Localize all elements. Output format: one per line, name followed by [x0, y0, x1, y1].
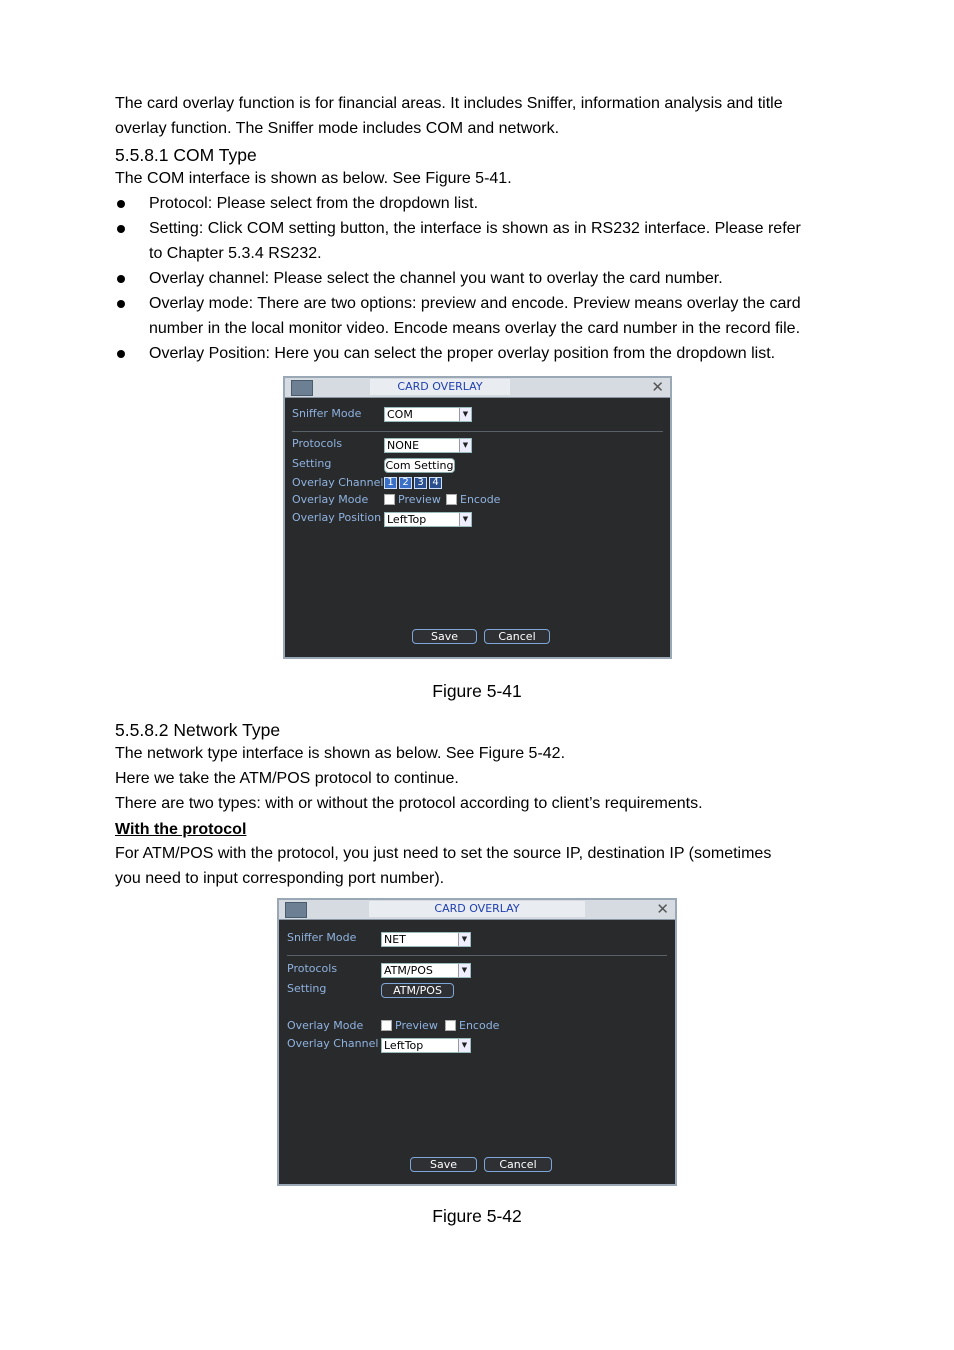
bullet-setting-cont: to Chapter 5.3.4 RS232. [149, 245, 322, 262]
com-setting-button[interactable]: Com Setting [385, 459, 454, 472]
intro-line-1: The card overlay function is for financial areas. It includes Sniffer, information analysis and title [115, 95, 783, 112]
dialog-titlebar [285, 378, 670, 398]
preview-label: Preview [398, 493, 441, 506]
channel-3-toggle[interactable]: 3 [414, 477, 427, 489]
atm-pos-setting-button[interactable]: ATM/POS [381, 983, 454, 998]
card-overlay-dialog-net [277, 898, 677, 1186]
chevron-down-icon: ▼ [458, 1039, 470, 1052]
divider [292, 431, 663, 432]
figure-caption: Figure 5-42 [432, 1206, 522, 1226]
sniffer-mode-select[interactable] [381, 932, 471, 947]
bullet-dot [117, 350, 125, 358]
intro-line-2: overlay function. The Sniffer mode includes COM and network. [115, 120, 560, 137]
app-logo-icon [291, 380, 313, 396]
dialog-titlebar [279, 900, 675, 920]
app-logo-icon [285, 902, 307, 918]
overlay-position-select[interactable] [381, 1038, 471, 1053]
channel-2-toggle[interactable]: 2 [399, 477, 412, 489]
with-protocol-heading: With the protocol [115, 821, 247, 838]
save-button[interactable]: Save [412, 629, 477, 644]
chevron-down-icon: ▼ [459, 439, 471, 452]
protocols-value: ATM/POS [384, 964, 433, 977]
bullet-dot [117, 225, 125, 233]
figure-caption: Figure 5-41 [432, 681, 522, 701]
setting-label: Setting [287, 982, 327, 995]
overlay-position-select[interactable] [384, 512, 472, 527]
overlay-position-value: LeftTop [387, 513, 427, 526]
sniffer-mode-select[interactable] [384, 407, 472, 422]
network-line-3: There are two types: with or without the protocol according to client’s requirements. [115, 795, 703, 812]
bullet-overlay-position: Overlay Position: Here you can select the proper overlay position from the dropdown list. [149, 345, 776, 362]
overlay-mode-label: Overlay Mode [292, 493, 369, 506]
section-heading-com: 5.5.8.1 COM Type [115, 145, 257, 165]
cancel-button[interactable]: Cancel [484, 1157, 552, 1172]
bullet-dot [117, 275, 125, 283]
sniffer-mode-value: COM [387, 408, 413, 421]
close-icon[interactable]: ✕ [656, 900, 669, 918]
com-description: The COM interface is shown as below. See Figure 5-41. [115, 170, 512, 187]
overlay-channel-label: Overlay Channel [292, 476, 384, 489]
bullet-overlay-channel: Overlay channel: Please select the channel you want to overlay the card number. [149, 270, 723, 287]
bullet-overlay-mode: Overlay mode: There are two options: preview and encode. Preview means overlay the card [149, 295, 801, 312]
encode-checkbox[interactable] [445, 1020, 456, 1031]
overlay-mode-label: Overlay Mode [287, 1019, 364, 1032]
bullet-setting: Setting: Click COM setting button, the interface is shown as in RS232 interface. Please refer [149, 220, 801, 237]
protocols-label: Protocols [292, 437, 343, 450]
section-heading-network: 5.5.8.2 Network Type [115, 720, 281, 740]
channel-4-toggle[interactable]: 4 [429, 477, 442, 489]
bullet-dot [117, 300, 125, 308]
encode-label: Encode [460, 493, 501, 506]
encode-label: Encode [459, 1019, 500, 1032]
close-icon[interactable]: ✕ [651, 378, 664, 396]
network-line-1: The network type interface is shown as below. See Figure 5-42. [115, 745, 566, 762]
preview-label: Preview [395, 1019, 438, 1032]
encode-checkbox[interactable] [446, 494, 457, 505]
save-button[interactable]: Save [410, 1157, 477, 1172]
sniffer-mode-label: Sniffer Mode [292, 407, 362, 420]
cancel-button[interactable]: Cancel [484, 629, 550, 644]
setting-label: Setting [292, 457, 332, 470]
channel-1-toggle[interactable]: 1 [384, 477, 397, 489]
network-line-4: For ATM/POS with the protocol, you just need to set the source IP, destination IP (sometimes [115, 845, 772, 862]
dialog-title: CARD OVERLAY [370, 379, 510, 395]
bullet-protocol: Protocol: Please select from the dropdown list. [149, 195, 479, 212]
protocols-select[interactable] [381, 963, 471, 978]
overlay-position-label: Overlay Position [292, 511, 382, 524]
chevron-down-icon: ▼ [459, 513, 471, 526]
chevron-down-icon: ▼ [458, 933, 470, 946]
divider [287, 955, 667, 956]
preview-checkbox[interactable] [384, 494, 395, 505]
bullet-overlay-mode-cont: number in the local monitor video. Encode means overlay the card number in the record file. [149, 320, 801, 337]
protocols-label: Protocols [287, 962, 338, 975]
sniffer-mode-value: NET [384, 933, 406, 946]
dialog-title: CARD OVERLAY [369, 901, 585, 917]
protocols-value: NONE [387, 439, 420, 452]
chevron-down-icon: ▼ [459, 408, 471, 421]
protocols-select[interactable] [384, 438, 472, 453]
network-line-2: Here we take the ATM/POS protocol to continue. [115, 770, 459, 787]
bullet-dot [117, 200, 125, 208]
preview-checkbox[interactable] [381, 1020, 392, 1031]
network-line-5: you need to input corresponding port number). [115, 870, 445, 887]
chevron-down-icon: ▼ [458, 964, 470, 977]
overlay-channel-label: Overlay Channel [287, 1037, 379, 1050]
overlay-position-value: LeftTop [384, 1039, 424, 1052]
card-overlay-dialog-com [283, 376, 672, 659]
sniffer-mode-label: Sniffer Mode [287, 931, 357, 944]
